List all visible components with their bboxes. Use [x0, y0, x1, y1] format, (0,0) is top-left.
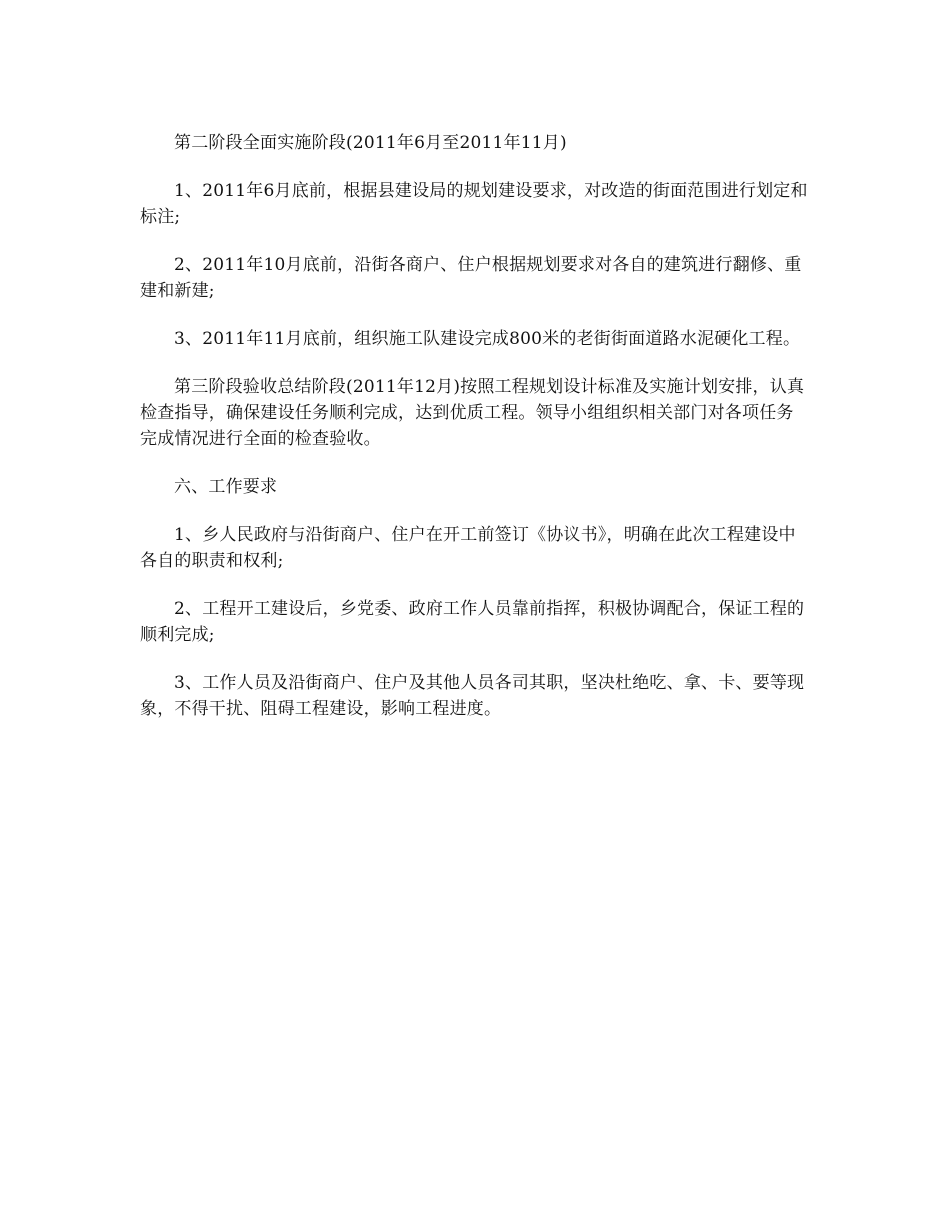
phase-two-item-2: 2、2011年10月底前，沿街各商户、住户根据规划要求对各自的建筑进行翻修、重建和新建;	[140, 255, 802, 301]
requirement-item-3: 3、工作人员及沿街商户、住户及其他人员各司其职，坚决杜绝吃、拿、卡、要等现象，不得干扰、阻碍工程建设，影响工程进度。	[140, 673, 805, 719]
document-page	[140, 130, 810, 744]
phase-two-item-3: 3、2011年11月底前，组织施工队建设完成800米的老街街面道路水泥硬化工程。	[174, 329, 801, 349]
phase-two-item-1: 1、2011年6月底前，根据县建设局的规划建设要求，对改造的街面范围进行划定和标注;	[140, 181, 808, 227]
requirement-item-2: 2、工程开工建设后，乡党委、政府工作人员靠前指挥，积极协调配合，保证工程的顺利完成;	[140, 599, 805, 645]
requirement-item-1: 1、乡人民政府与沿街商户、住户在开工前签订《协议书》，明确在此次工程建设中各自的职责和权利;	[140, 525, 796, 571]
phase-two-heading: 第二阶段全面实施阶段(2011年6月至2011年11月)	[174, 133, 567, 153]
work-requirements-heading: 六、工作要求	[174, 477, 278, 497]
phase-three-paragraph: 第三阶段验收总结阶段(2011年12月)按照工程规划设计标准及实施计划安排，认真检查指导，确保建设任务顺利完成，达到优质工程。领导小组组织相关部门对各项任务完成情况进行全面的检查验收。	[140, 377, 805, 449]
